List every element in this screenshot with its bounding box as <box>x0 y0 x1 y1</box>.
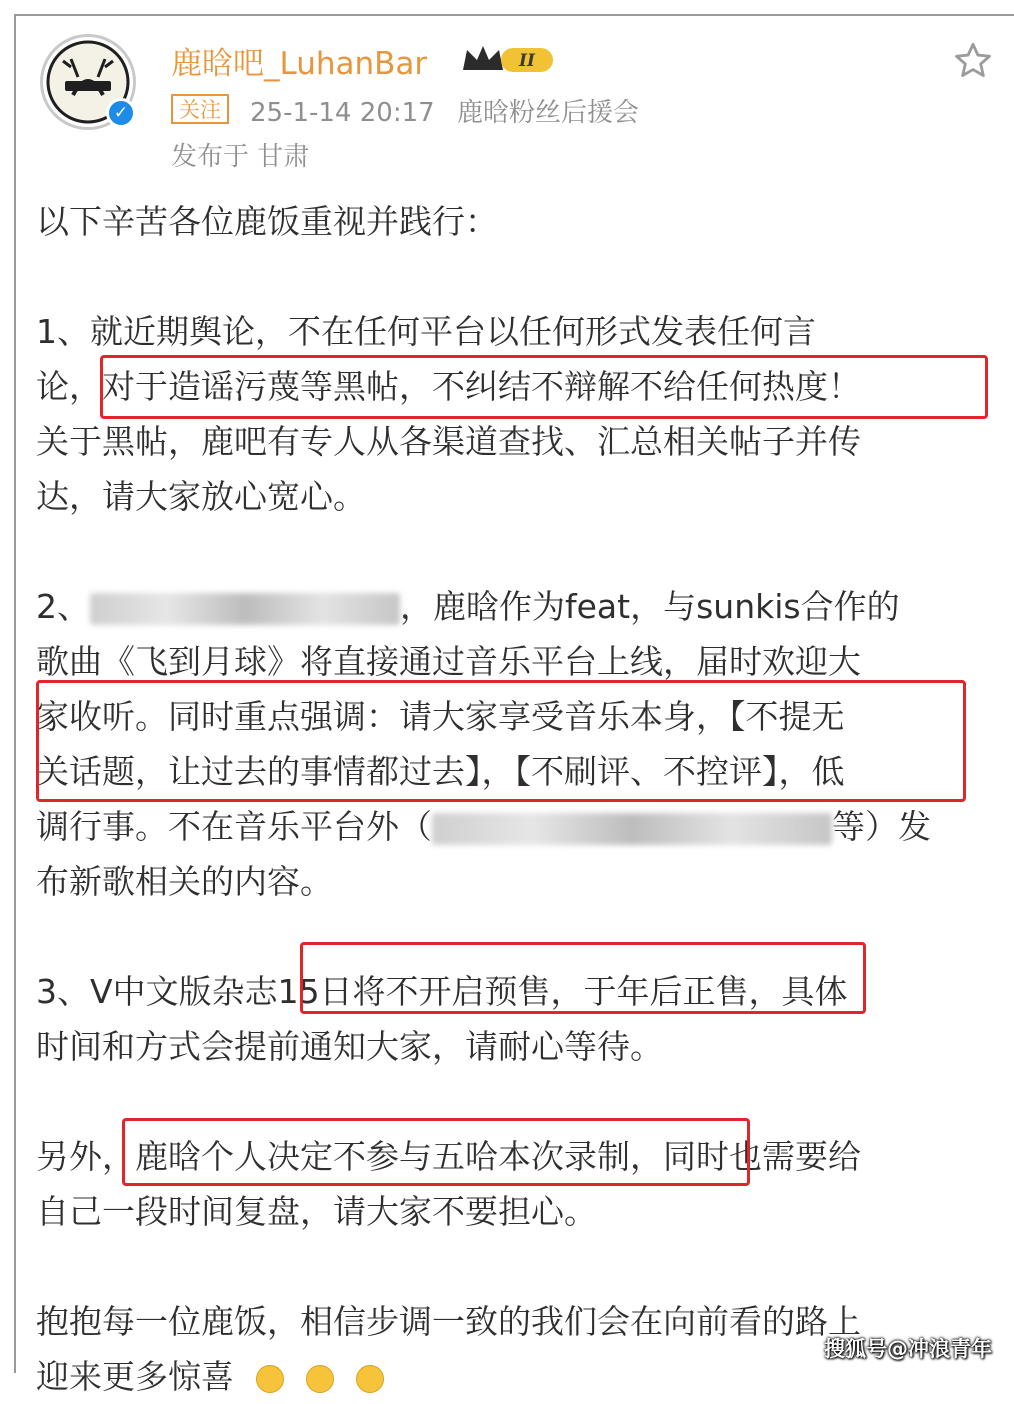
smile-emoji-icon <box>256 1365 284 1393</box>
p5-line-1: 抱抱每一位鹿饭，相信步调一致的我们会在向前看的路上 <box>36 1302 861 1341</box>
post-location: 发布于 甘肃 <box>171 142 310 172</box>
p1-line-2: 论，对于造谣污蔑等黑帖，不纠结不辩解不给任何热度！ <box>36 367 861 406</box>
p4-line-1: 另外，鹿晗个人决定不参与五哈本次录制，同时也需要给 <box>36 1137 861 1176</box>
smile-emoji-icon <box>306 1365 334 1393</box>
watermark: 搜狐号@冲浪青年 <box>824 1337 992 1361</box>
p2-line-2: 歌曲《飞到月球》将直接通过音乐平台上线，届时欢迎大 <box>36 642 861 681</box>
blurred-text <box>432 813 832 845</box>
post-source[interactable]: 鹿晗粉丝后援会 <box>456 98 639 128</box>
p2-line-4: 关话题，让过去的事情都过去】，【不刷评、不控评】，低 <box>36 752 845 791</box>
favorite-star-icon[interactable] <box>952 40 994 82</box>
p5-line-2-text: 迎来更多惊喜 <box>36 1357 234 1396</box>
p2-line-5-prefix: 调行事。不在音乐平台外（ <box>36 807 432 846</box>
p1-line-3: 关于黑帖，鹿吧有专人从各渠道查找、汇总相关帖子并传 <box>36 422 861 461</box>
username[interactable]: 鹿晗吧_LuhanBar <box>171 46 428 82</box>
p2-line-5-rest: 等）发 <box>832 807 931 846</box>
highlight-box-presale <box>300 942 866 1014</box>
post-time: 25-1-14 20:17 <box>250 98 435 128</box>
p3-line-2: 时间和方式会提前通知大家，请耐心等待。 <box>36 1027 663 1066</box>
verified-badge-icon: ✓ <box>106 98 136 128</box>
smile-emoji-icon <box>356 1365 384 1393</box>
p1-line-4: 达，请大家放心宽心。 <box>36 477 366 516</box>
p2-line-1-rest: ，鹿晗作为feat，与sunkis合作的 <box>400 587 900 626</box>
level-crown-badge-icon <box>461 42 561 76</box>
follow-button[interactable]: 关注 <box>171 94 229 124</box>
post-header <box>16 16 1014 186</box>
highlight-box-song-rules <box>36 680 966 802</box>
p2-line-1 <box>36 579 996 634</box>
level-badge-label: II <box>519 51 535 71</box>
post-meta <box>250 92 653 129</box>
p2-line-3: 家收听。同时重点强调：请大家享受音乐本身，【不提无 <box>36 697 845 736</box>
highlight-box-show-decision <box>122 1118 750 1186</box>
p2-line-5 <box>36 799 996 854</box>
p2-line-6: 布新歌相关的内容。 <box>36 862 333 901</box>
p1-line-1: 1、就近期舆论，不在任何平台以任何形式发表任何言 <box>36 312 816 351</box>
blurred-text <box>90 593 400 625</box>
post-card <box>14 14 1014 1396</box>
highlight-box-no-engagement <box>100 355 988 419</box>
p2-line-1-prefix: 2、 <box>36 587 90 626</box>
intro-text: 以下辛苦各位鹿饭重视并践行： <box>36 202 498 241</box>
p4-line-2: 自己一段时间复盘，请大家不要担心。 <box>36 1192 597 1231</box>
p3-line-1: 3、V中文版杂志15日将不开启预售，于年后正售，具体 <box>36 972 848 1011</box>
